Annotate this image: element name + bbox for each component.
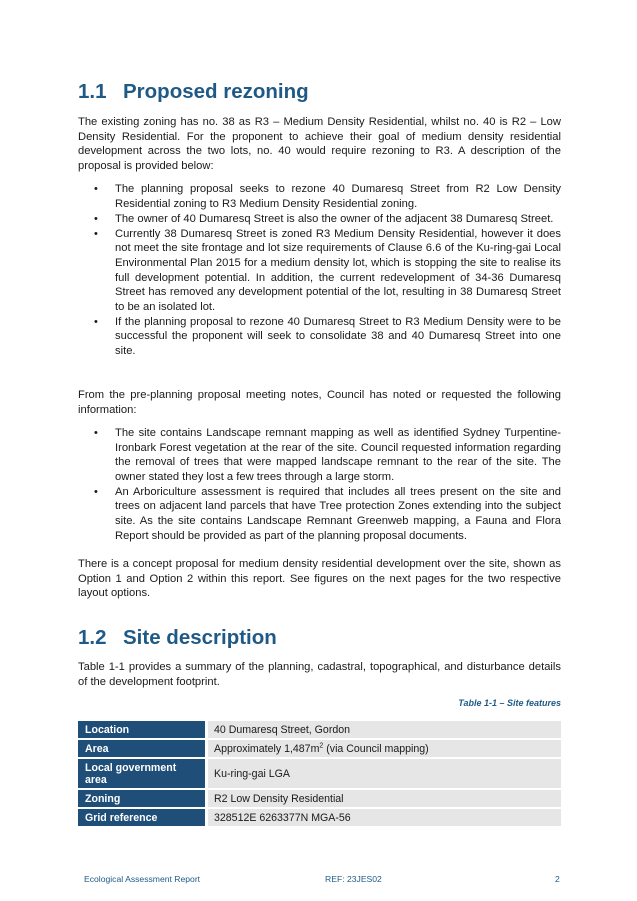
row-value: Approximately $1,487m^2$ (via Council mapping)	[208, 740, 561, 757]
list-item: • Currently 38 Dumaresq Street is zoned R3 Medium Density Residential, however it does not meet the site frontage and lot size requirements of Clause 6.6 of the Ku-ring-gai Local Environmental Plan 2015 for a medium density lot, which is stopping the site to realise its full development potential. In addition, the current redevelopment of 34-36 Dumaresq Street has removed any development potential of the lot, resulting in 38 Dumaresq Street to be an isolated lot.	[94, 227, 561, 313]
row-label: Grid reference	[78, 809, 205, 826]
row-label: Area	[78, 740, 205, 757]
table-row	[78, 809, 561, 826]
rezoning-intro-paragraph: The existing zoning has no. 38 as R3 – Medium Density Residential, whilst no. 40 is R2 – Low Density Residential. For the proponent to achieve their goal of medium density residential development across the two lots, no. 40 would require rezoning to R3. A description of the proposal is provided below:	[78, 116, 561, 172]
bullet-icon: •	[94, 485, 98, 498]
list-item: • The owner of 40 Dumaresq Street is also the owner of the adjacent 38 Dumaresq Street.	[94, 212, 554, 225]
footer-reference: REF: 23JES02	[325, 874, 382, 884]
concept-paragraph: There is a concept proposal for medium density residential development over the site, shown as Option 1 and Option 2 within this report. See figures on the next pages for the two respective layout options.	[78, 558, 561, 600]
bullet-icon: •	[94, 212, 98, 225]
table-row	[78, 721, 561, 738]
section-heading-site-description	[78, 626, 277, 650]
table-row	[78, 759, 561, 788]
rezoning-bullet-list	[78, 182, 561, 359]
site-features-table	[75, 719, 564, 828]
section-number: 1.1	[78, 80, 107, 103]
row-label: Local government area	[78, 759, 205, 788]
section-number: 1.2	[78, 626, 107, 649]
table-row	[78, 790, 561, 807]
bullet-icon: •	[94, 315, 98, 328]
row-label: Location	[78, 721, 205, 738]
row-label: Zoning	[78, 790, 205, 807]
table-row	[78, 740, 561, 757]
list-item: • If the planning proposal to rezone 40 Dumaresq Street to R3 Medium Density were to be successful the proponent will seek to consolidate 38 and 40 Dumaresq Street into one site.	[94, 315, 561, 358]
row-value: Ku-ring-gai LGA	[208, 759, 561, 788]
section-heading-proposed-rezoning	[78, 80, 309, 104]
list-item: • An Arboriculture assessment is required that includes all trees present on the site and trees on adjacent land parcels that have Tree protection Zones extending into the subject site. As the site contains Landscape Remnant Greenweb mapping, a Fauna and Flora Report should be provided as part of the planning proposal documents.	[94, 485, 561, 542]
row-value: 40 Dumaresq Street, Gordon	[208, 721, 561, 738]
site-intro-paragraph: Table 1-1 provides a summary of the planning, cadastral, topographical, and disturbance details of the development footprint.	[78, 661, 561, 688]
table-caption: Table 1-1 – Site features	[458, 698, 561, 708]
row-value: 328512E 6263377N MGA-56	[208, 809, 561, 826]
council-bullet-list	[78, 426, 561, 544]
row-value: R2 Low Density Residential	[208, 790, 561, 807]
footer-report-title: Ecological Assessment Report	[84, 874, 201, 884]
bullet-icon: •	[94, 227, 98, 240]
bullet-icon: •	[94, 427, 98, 439]
list-item: • The planning proposal seeks to rezone 40 Dumaresq Street from R2 Low Density Residential zoning to R3 Medium Density Residential zoning.	[94, 183, 561, 210]
section-title: Proposed rezoning	[123, 80, 309, 103]
bullet-icon: •	[94, 183, 98, 195]
footer-page-number: 2	[555, 874, 560, 884]
section-title: Site description	[123, 626, 277, 649]
council-intro-paragraph: From the pre-planning proposal meeting notes, Council has noted or requested the following information:	[78, 389, 561, 416]
list-item: • The site contains Landscape remnant mapping as well as identified Sydney Turpentine-Ironbark Forest vegetation at the rear of the site. Council requested information regarding the removal of trees that were mapped landscape remnant to the rear of the site. The owner stated they lost a few trees through a large storm.	[94, 427, 561, 483]
